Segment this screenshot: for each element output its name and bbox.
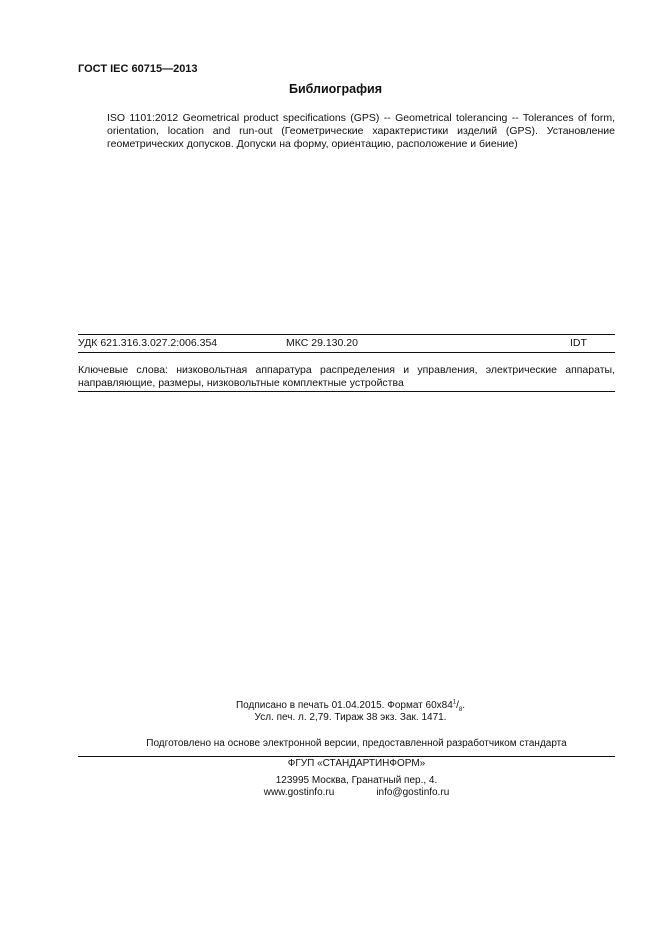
publisher-website[interactable]: www.gostinfo.ru <box>263 787 335 798</box>
standard-code: ГОСТ IEC 60715—2013 <box>78 63 198 75</box>
mks-code: МКС 29.130.20 <box>286 337 358 349</box>
publisher-contacts <box>78 787 615 798</box>
imprint-signed-line: Подписано в печать 01.04.2015. Формат $60x84^1/_8$. <box>235 699 466 713</box>
classification-top-rule <box>78 334 615 335</box>
imprint-print-details: Усл. печ. л. 2,79. Тираж 38 экз. Зак. 1471. <box>254 712 447 723</box>
keywords-bottom-rule <box>78 391 615 392</box>
publisher-rule <box>78 756 615 757</box>
prepared-note: Подготовлено на основе электронной версии, предоставленной разработчиком стандарта <box>146 738 567 749</box>
publisher-name: ФГУП «СТАНДАРТИНФОРМ» <box>287 758 426 769</box>
keywords: Ключевые слова: низковольтная аппаратура распределения и управления, электрические аппараты, направляющие, размеры, низковольтные комплектные устройства <box>78 364 615 389</box>
bibliography-entry: ISO 1101:2012 Geometrical product specifications (GPS) -- Geometrical tolerancing -- Tolerances of form, orientation, location and run-out (Геометрические характеристики изделий (GPS). Установление геометрических допусков. Допуски на форму, ориентацию, расположение и биение) <box>107 112 615 150</box>
imprint-block <box>0 700 661 724</box>
imprint-signed: Подписано в печать 01.04.2015. Формат 60x84 <box>235 700 453 711</box>
format-sup: 1 <box>452 699 457 706</box>
bibliography-title: Библиография <box>288 82 383 96</box>
format-suffix: . <box>462 700 466 711</box>
udk-code: УДК 621.316.3.027.2:006.354 <box>78 337 218 349</box>
equivalence-degree: IDT <box>570 337 587 349</box>
classification-bottom-rule <box>78 352 615 353</box>
publisher-address: 123995 Москва, Гранатный пер., 4. <box>275 775 438 786</box>
publisher-email[interactable]: info@gostinfo.ru <box>376 787 450 798</box>
format-sub: 8 <box>458 707 463 713</box>
